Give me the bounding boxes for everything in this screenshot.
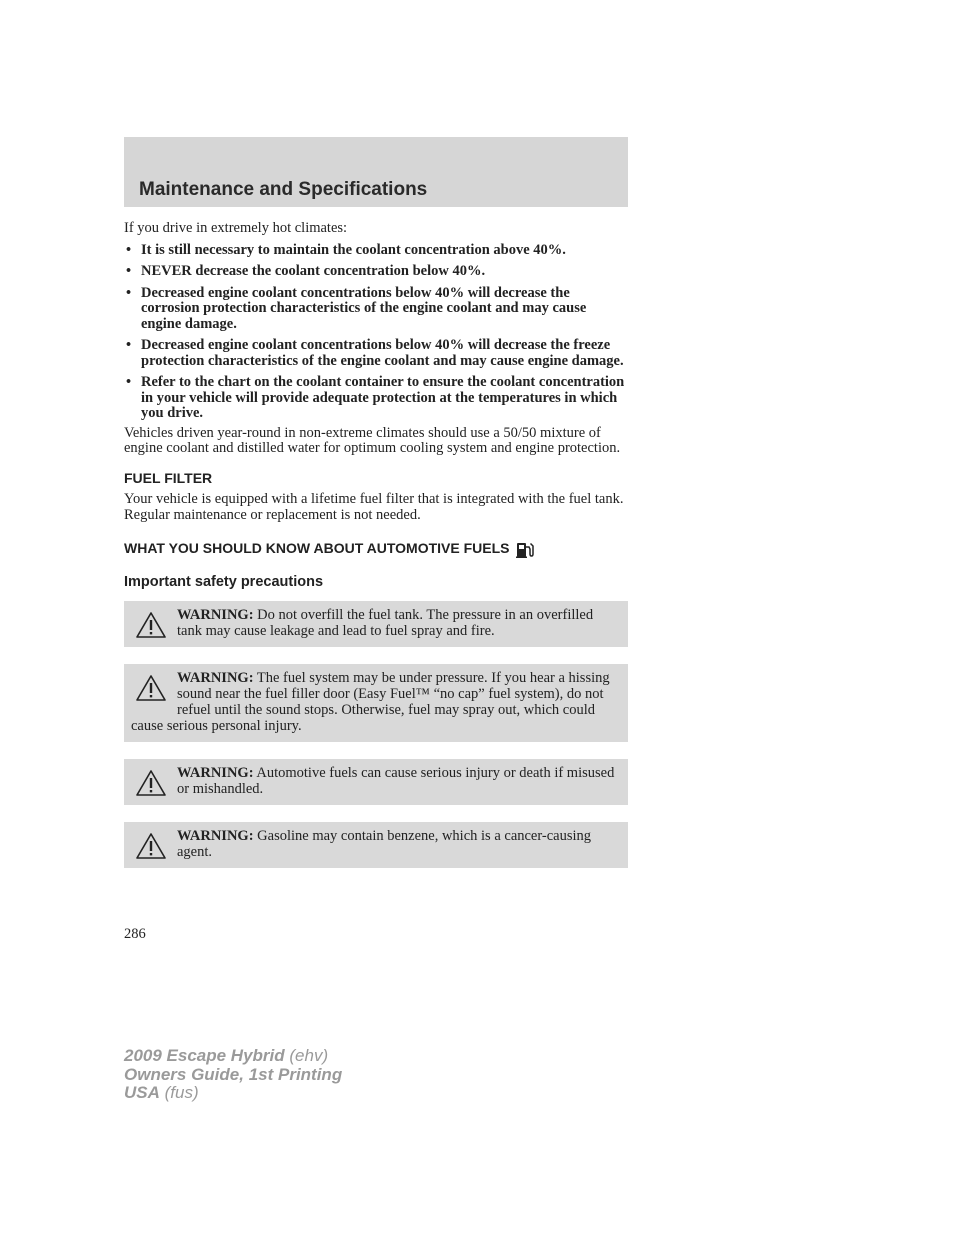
footer-market-code: (fus) bbox=[159, 1083, 199, 1102]
warning-text: Automotive fuels can cause serious injury or death if misused or mishandled. bbox=[177, 764, 615, 797]
footer-model-code: (ehv) bbox=[284, 1046, 329, 1065]
section-header bbox=[124, 137, 628, 207]
footer-line-3 bbox=[124, 1084, 342, 1103]
coolant-intro: If you drive in extremely hot climates: bbox=[124, 220, 348, 236]
footer-line-1 bbox=[124, 1047, 342, 1066]
warning-box bbox=[124, 759, 628, 805]
bullet-icon: • bbox=[126, 263, 132, 279]
warning-label: WARNING: bbox=[177, 827, 254, 844]
warning-text: Gasoline may contain benzene, which is a cancer-causing agent. bbox=[177, 827, 592, 860]
coolant-closing-paragraph: Vehicles driven year-round in non-extreme climates should use a 50/50 mixture of engine coolant and distilled water for optimum cooling system and engine protection. bbox=[124, 424, 621, 456]
warning-box bbox=[124, 822, 628, 868]
fuel-filter-heading bbox=[124, 471, 628, 487]
list-item-text: Decreased engine coolant concentrations below 40% will decrease the freeze protection characteristics of the engine coolant and may cause engine damage. bbox=[141, 337, 624, 369]
bullet-icon: • bbox=[126, 337, 132, 353]
list-item bbox=[124, 264, 628, 280]
list-item bbox=[124, 338, 628, 369]
fuel-filter-heading-text: FUEL FILTER bbox=[124, 469, 213, 486]
warning-label: WARNING: bbox=[177, 606, 254, 623]
warning-triangle-icon bbox=[135, 611, 167, 639]
list-item-text: Decreased engine coolant concentrations below 40% will decrease the corrosion protection characteristics of the engine coolant and may cause engine damage. bbox=[141, 284, 587, 332]
fuel-filter-paragraph: Your vehicle is equipped with a lifetime fuel filter that is integrated with the fuel tank. Regular maintenance or replacement is not needed. bbox=[124, 491, 624, 523]
bullet-icon: • bbox=[126, 284, 132, 301]
automotive-fuels-heading-text: WHAT YOU SHOULD KNOW ABOUT AUTOMOTIVE FUELS bbox=[124, 540, 510, 557]
page-number: 286 bbox=[124, 926, 146, 942]
safety-precautions-subheading: Important safety precautions bbox=[124, 574, 324, 590]
warning-text: Do not overfill the fuel tank. The pressure in an overfilled tank may cause leakage and lead to fuel spray and fire. bbox=[177, 606, 594, 639]
warning-triangle-icon bbox=[135, 769, 167, 797]
coolant-bullet-list bbox=[124, 243, 628, 422]
warning-triangle-icon bbox=[135, 674, 167, 702]
list-item-text: NEVER decrease the coolant concentration below 40%. bbox=[141, 263, 486, 279]
list-item-text: It is still necessary to maintain the coolant concentration above 40%. bbox=[141, 241, 566, 258]
warning-box bbox=[124, 664, 628, 742]
list-item-text: Refer to the chart on the coolant container to ensure the coolant concentration in your vehicle will provide adequate protection at the temperatures in which you drive. bbox=[141, 374, 625, 421]
warning-box bbox=[124, 601, 628, 647]
footer-model: 2009 Escape Hybrid bbox=[124, 1046, 285, 1065]
section-title: Maintenance and Specifications bbox=[139, 179, 428, 200]
bullet-icon: • bbox=[126, 374, 132, 390]
warning-text: The fuel system may be under pressure. If you hear a hissing sound near the fuel filler door (Easy Fuel™ “no cap” fuel system), do not refuel until the sound stops. Otherwise, fuel may spray out, which could cause serious personal injury. bbox=[131, 669, 610, 734]
warning-triangle-icon bbox=[135, 832, 167, 860]
document-footer bbox=[124, 1047, 342, 1103]
list-item bbox=[124, 286, 628, 333]
footer-market: USA bbox=[124, 1083, 160, 1102]
list-item bbox=[124, 243, 628, 259]
warning-label: WARNING: bbox=[177, 669, 254, 686]
page-content bbox=[124, 221, 628, 885]
warning-label: WARNING: bbox=[177, 764, 254, 781]
footer-line-2: Owners Guide, 1st Printing bbox=[124, 1064, 343, 1084]
fuel-pump-icon bbox=[514, 539, 534, 559]
list-item bbox=[124, 375, 628, 422]
bullet-icon: • bbox=[126, 241, 132, 258]
automotive-fuels-heading bbox=[124, 539, 628, 559]
